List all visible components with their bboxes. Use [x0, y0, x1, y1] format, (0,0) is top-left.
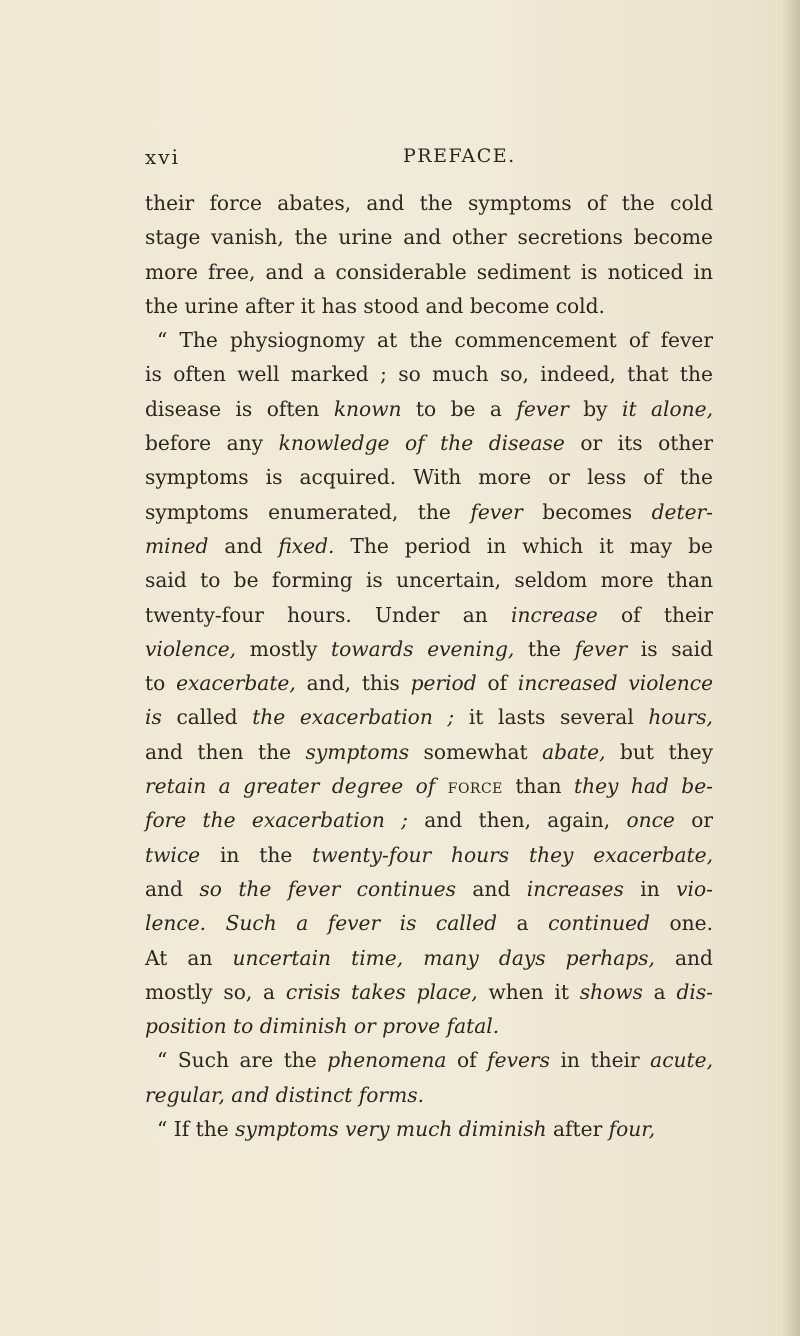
text-line: [145, 186, 713, 220]
italic-span: towards evening,: [331, 636, 515, 661]
text-line: [145, 872, 713, 906]
italic-span: increase: [511, 602, 598, 627]
page-number: xvi: [145, 145, 180, 169]
italic-span: so the fever continues: [199, 876, 456, 901]
text-line: [145, 1078, 713, 1112]
italic-span: deter-: [651, 499, 713, 524]
italic-span: fixed.: [278, 533, 335, 558]
italic-span: the exacerbation ;: [252, 705, 455, 730]
text-span: “ If the: [157, 1117, 236, 1142]
text-line: [145, 357, 713, 391]
text-line: [145, 838, 713, 872]
text-line: [145, 1009, 713, 1043]
text-span: their force abates, and the symptoms of the cold: [145, 191, 713, 215]
italic-span: continued: [548, 911, 650, 936]
text-span: and then the: [145, 739, 306, 764]
text-span: by: [568, 396, 622, 421]
italic-span: uncertain time, many days perhaps,: [232, 945, 655, 970]
text-line: [145, 220, 713, 254]
italic-span: twice: [145, 842, 201, 867]
text-span: a: [497, 911, 549, 936]
text-line: [145, 289, 713, 323]
text-span: before any: [145, 431, 279, 456]
italic-span: it alone,: [621, 396, 713, 421]
text-line: [145, 769, 713, 803]
text-line: [145, 255, 713, 289]
text-span: one.: [649, 911, 713, 936]
text-span: more free, and a considerable sediment is noticed in: [145, 259, 713, 284]
text-span: of: [476, 671, 518, 696]
text-span: and: [208, 533, 279, 558]
text-span: a: [642, 979, 677, 1004]
italic-span: exacerbate,: [176, 671, 296, 696]
page-header: [145, 145, 705, 175]
text-line: [145, 563, 713, 597]
italic-span: crisis takes place,: [285, 979, 478, 1004]
italic-span: fever: [470, 499, 523, 524]
text-span: in their: [549, 1048, 651, 1073]
body-text: [145, 186, 713, 1146]
text-span: mostly: [236, 636, 332, 661]
italic-span: retain a greater degree of: [145, 774, 436, 799]
text-span: said to be forming is uncertain, seldom more than: [145, 568, 713, 593]
italic-span: position to diminish or prove fatal.: [145, 1014, 500, 1039]
text-span: becomes: [522, 499, 652, 524]
text-span: symptoms enumerated, the: [145, 499, 471, 524]
text-line: [145, 495, 713, 529]
text-line: [145, 666, 713, 700]
text-span: or its other: [564, 431, 713, 456]
italic-span: fore the exacerbation ;: [145, 808, 408, 833]
text-span: At an: [145, 945, 233, 970]
italic-span: twenty-four hours they exacerbate,: [312, 842, 713, 867]
text-line: [145, 941, 713, 975]
text-span: to: [145, 671, 177, 696]
text-line: [145, 426, 713, 460]
italic-span: regular, and distinct forms.: [145, 1082, 424, 1107]
italic-span: lence. Such a fever is called: [145, 911, 498, 936]
text-span: the: [514, 636, 575, 661]
text-line: [145, 598, 713, 632]
italic-span: knowledge of the disease: [278, 431, 565, 456]
text-line: [145, 700, 713, 734]
text-span: somewhat: [409, 739, 543, 764]
italic-span: acute,: [650, 1048, 713, 1073]
text-span: and: [654, 945, 713, 970]
italic-span: fevers: [487, 1048, 550, 1073]
italic-span: increased violence: [517, 671, 714, 696]
small-caps-span: force: [447, 774, 503, 799]
text-span: stage vanish, the urine and other secretions become: [145, 225, 713, 250]
text-span: of their: [597, 602, 713, 627]
italic-span: shows: [579, 979, 643, 1004]
text-span: or: [674, 808, 713, 833]
text-span: when it: [477, 979, 580, 1004]
text-span: “ The physiognomy at the commencement of fever: [157, 328, 713, 353]
text-line: [145, 975, 713, 1009]
text-line: [145, 392, 713, 426]
text-line: [145, 529, 713, 563]
text-span: is said: [627, 636, 713, 661]
running-head: PREFACE.: [403, 145, 516, 167]
text-span: and: [145, 876, 200, 901]
text-span: symptoms is acquired. With more or less of the: [145, 465, 713, 490]
text-line: [145, 906, 713, 940]
text-line: [145, 632, 713, 666]
italic-span: four,: [608, 1117, 656, 1142]
italic-span: abate,: [542, 739, 606, 764]
italic-span: is: [145, 705, 162, 730]
italic-span: fever: [516, 396, 569, 421]
italic-span: once: [626, 808, 675, 833]
text-span: than: [502, 774, 574, 799]
italic-span: dis-: [676, 979, 713, 1004]
italic-span: symptoms very much diminish: [235, 1117, 547, 1142]
text-span: [435, 774, 447, 798]
text-span: disease is often: [145, 396, 334, 421]
text-span: and: [455, 876, 527, 901]
text-span: to be a: [401, 396, 517, 421]
text-span: called: [161, 705, 253, 730]
text-span: after: [546, 1117, 609, 1142]
text-span: is often well marked ; so much so, indeed, that the: [145, 362, 713, 387]
text-line: [145, 1043, 713, 1077]
text-line: [145, 1112, 713, 1146]
text-span: “ Such are the: [157, 1048, 328, 1073]
text-span: it lasts several: [454, 705, 649, 730]
text-span: the urine after it has stood and become cold.: [145, 293, 605, 318]
text-span: in: [623, 876, 677, 901]
text-span: of: [446, 1048, 488, 1073]
italic-span: hours,: [648, 705, 713, 730]
text-span: twenty-four hours. Under an: [145, 602, 512, 627]
italic-span: phenomena: [327, 1048, 447, 1073]
italic-span: fever: [574, 636, 628, 661]
italic-span: vio-: [676, 876, 713, 901]
text-line: [145, 735, 713, 769]
italic-span: period: [410, 671, 477, 696]
text-line: [145, 803, 713, 837]
italic-span: violence,: [145, 636, 237, 661]
text-span: but they: [605, 739, 713, 764]
italic-span: they had be-: [573, 774, 713, 799]
italic-span: symptoms: [305, 739, 410, 764]
text-span: and, this: [295, 671, 411, 696]
text-span: in the: [200, 842, 313, 867]
page-edge-shadow: [782, 0, 800, 1336]
italic-span: mined: [145, 533, 209, 558]
text-line: [145, 460, 713, 494]
italic-span: known: [333, 396, 402, 421]
text-span: and then, again,: [407, 808, 627, 833]
text-line: [145, 323, 713, 357]
italic-span: increases: [526, 876, 624, 901]
text-span: The period in which it may be: [334, 533, 714, 558]
text-span: mostly so, a: [145, 979, 286, 1004]
